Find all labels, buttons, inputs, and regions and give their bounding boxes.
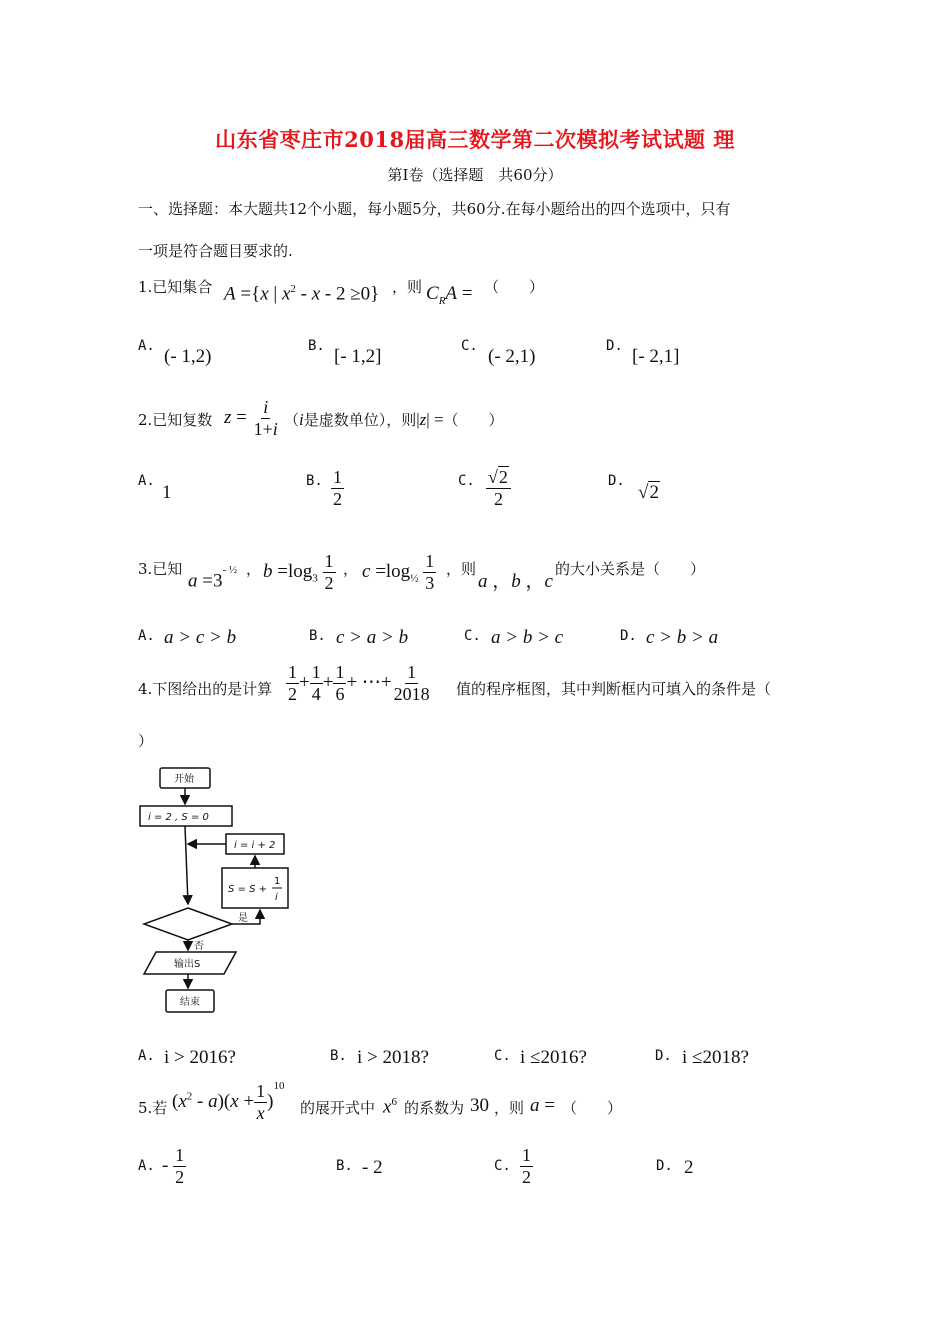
q3-option-a-label: A. <box>138 628 155 644</box>
q1-option-c-label: C. <box>461 338 478 354</box>
flow-init-label: i = 2 , S = 0 <box>148 812 209 823</box>
q4-option-c[interactable]: i ≤2016? <box>520 1047 587 1068</box>
q1-option-d[interactable]: [- 2,1] <box>632 346 680 367</box>
q3-then: ，则 <box>446 560 477 578</box>
q2-prefix: 2.已知复数 <box>138 411 213 429</box>
q3-c-expression: $c =\log_{\frac{1}{2}}$ $\frac{1}{3}$ <box>362 551 435 593</box>
q2-option-c-label: C. <box>458 473 475 489</box>
q5-expression: $(x^2 - a)(x$ + $\frac{1}{x}$ )$^{10}$ <box>172 1080 285 1123</box>
question-1 <box>138 276 212 297</box>
q1-suffix: （ ） <box>484 278 545 296</box>
q1-prefix: 1.已知集合 <box>138 278 213 296</box>
q5-term: $x^6$ <box>383 1096 397 1118</box>
q2-suffix: （ ） <box>443 411 504 429</box>
q3-prefix: 3.已知 <box>138 560 183 578</box>
q2-mid2: 是虚数单位），则 <box>303 411 417 429</box>
q4-prefix: 4.下图给出的是计算 <box>138 680 273 698</box>
q4-series: $\frac{1}{2}$ + $\frac{1}{4}$ + $\frac{1}{6}$ + ⋯+ $\frac{1}{2018}$ <box>288 662 430 704</box>
q3-option-c-label: C. <box>464 628 481 644</box>
q2-option-b[interactable]: $\frac{1}{2}$ <box>333 467 342 509</box>
flow-end-label: 结束 <box>180 997 200 1008</box>
q1-option-a-label: A. <box>138 338 155 354</box>
flowchart <box>138 764 298 1020</box>
q2-note: （i是虚数单位），则|z| =（ ） <box>284 410 504 429</box>
q2-option-c[interactable]: $\frac{√2}{2}$ <box>486 468 511 509</box>
q4-option-a-label: A. <box>138 1048 155 1064</box>
q2-option-a-label: A. <box>138 473 155 489</box>
q1-option-b-label: B. <box>308 338 325 354</box>
q4-option-a[interactable]: i > 2016? <box>164 1047 236 1068</box>
page-title: 山东省枣庄市2018届高三数学第二次模拟考试试题 理 <box>215 127 735 152</box>
q3-vars: a ，b ，c <box>478 571 553 592</box>
q4-option-d-label: D. <box>655 1048 672 1064</box>
q4-suffix: 值的程序框图，其中判断框内可填入的条件是（ <box>456 680 772 698</box>
section-subtitle: 第Ⅰ卷（选择题 共60分） <box>387 166 563 184</box>
q3-option-b-label: B. <box>309 628 326 644</box>
q1-option-d-label: D. <box>606 338 623 354</box>
q2-mid: （ <box>284 411 300 429</box>
q2-option-b-label: B. <box>306 473 323 489</box>
q3-option-a[interactable]: a > c > b <box>164 627 237 648</box>
q5-var: a = <box>530 1095 555 1116</box>
instructions-line-1: 一、选择题：本大题共12个小题，每小题5分，共60分.在每小题给出的四个选项中，只有 <box>138 200 731 218</box>
q5-option-c-label: C. <box>494 1158 511 1174</box>
q3-option-b[interactable]: c > a > b <box>336 627 409 648</box>
q3-sep-1: ， <box>246 560 262 578</box>
q5-mid2: 的系数为 <box>404 1099 465 1117</box>
instructions-line-2: 一项是符合题目要求的. <box>138 242 293 260</box>
flow-update-i-label: i = i + 2 <box>234 840 276 851</box>
q4-option-b[interactable]: i > 2018? <box>357 1047 429 1068</box>
q4-option-b-label: B. <box>330 1048 347 1064</box>
q3-option-d[interactable]: c > b > a <box>646 627 719 648</box>
q3-suffix: 的大小关系是（ ） <box>555 560 706 578</box>
q1-option-c[interactable]: (- 2,1) <box>488 346 536 367</box>
q1-complement: $C_RA$ = <box>426 283 473 307</box>
flow-no-label: 否 <box>194 941 204 952</box>
q4-close: ） <box>138 732 154 750</box>
q5-coefficient: 30 <box>470 1095 489 1116</box>
q5-option-a-label: A. <box>138 1158 155 1174</box>
q3-a-expression: $a =3^{- \frac{1}{2}}$ <box>188 564 238 592</box>
q5-mid3: ，则 <box>494 1099 525 1117</box>
q1-option-b[interactable]: [- 1,2] <box>334 346 382 367</box>
q3-b-expression: $b =\log_3$ $\frac{1}{2}$ <box>263 551 334 593</box>
q5-option-a[interactable]: - $\frac{1}{2}$ <box>162 1145 185 1187</box>
q5-option-c[interactable]: $\frac{1}{2}$ <box>522 1145 531 1187</box>
q4-option-d[interactable]: i ≤2018? <box>682 1047 749 1068</box>
q3-sep-2: ， <box>343 560 359 578</box>
q5-option-d[interactable]: 2 <box>684 1157 694 1178</box>
flow-update-s-frac-num: 1 <box>274 876 281 887</box>
q1-mid: ，则 <box>392 278 423 296</box>
flow-decision-diamond <box>144 908 232 940</box>
q5-option-b[interactable]: - 2 <box>362 1157 383 1178</box>
q5-option-b-label: B. <box>336 1158 353 1174</box>
flow-update-s-label: S = S + <box>228 884 267 895</box>
q5-mid: 的展开式中 <box>300 1099 376 1117</box>
q5-option-d-label: D. <box>656 1158 673 1174</box>
flow-start-label: 开始 <box>174 774 194 785</box>
q3-option-d-label: D. <box>620 628 637 644</box>
q2-option-d-label: D. <box>608 473 625 489</box>
flow-update-s-frac-den: i <box>275 892 278 903</box>
q4-option-c-label: C. <box>494 1048 511 1064</box>
q2-option-d[interactable]: √2 <box>638 482 659 503</box>
q1-set-expression: A ={x | $x^2 - x - 2 \ge 0$} <box>224 283 380 305</box>
q2-expression: z = $\frac{i}{1+i}$ <box>224 397 278 439</box>
q5-suffix: （ ） <box>562 1099 623 1117</box>
q2-option-a[interactable]: 1 <box>162 482 172 503</box>
flow-output-label: 输出S <box>174 959 201 970</box>
q5-prefix: 5.若 <box>138 1099 168 1117</box>
q3-option-c[interactable]: a > b > c <box>491 627 564 648</box>
q1-option-a[interactable]: (- 1,2) <box>164 346 212 367</box>
flow-yes-label: 是 <box>238 913 248 924</box>
